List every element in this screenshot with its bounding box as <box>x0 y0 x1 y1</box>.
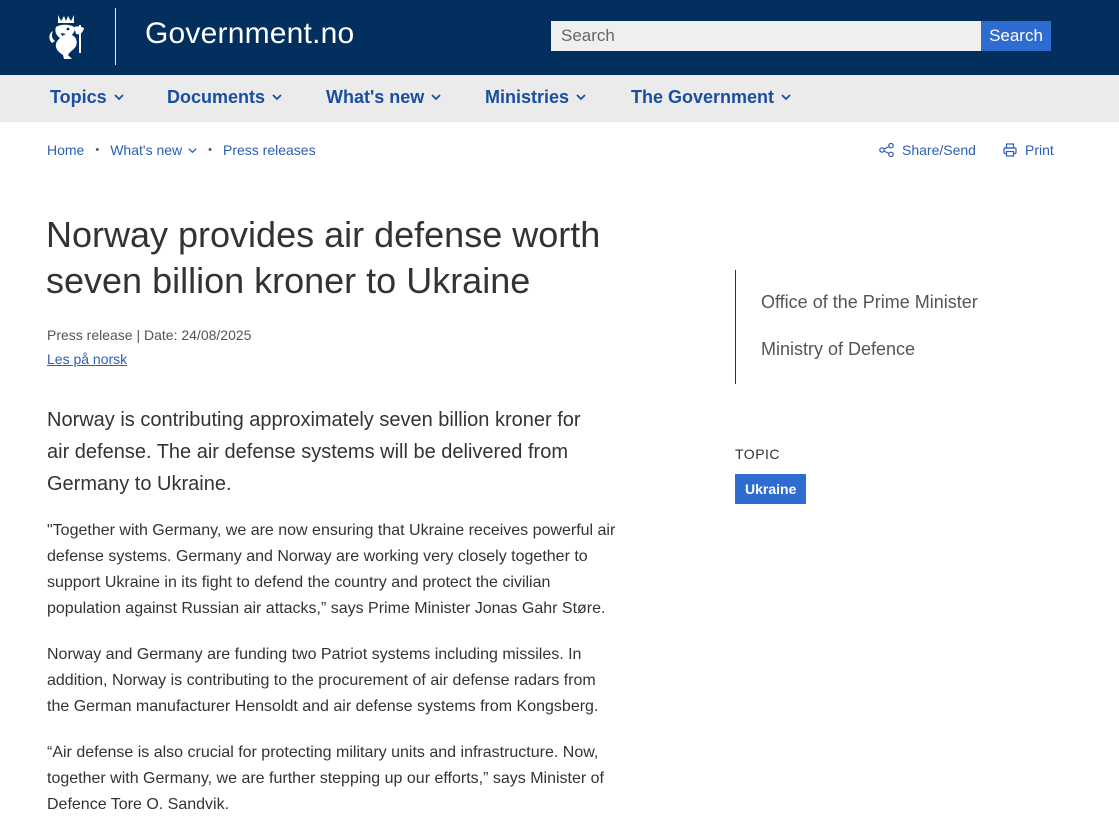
read-in-norwegian-link[interactable]: Les på norsk <box>47 351 128 367</box>
printer-icon <box>1003 143 1017 157</box>
print-label: Print <box>1025 142 1054 158</box>
owner-office-of-the-prime-minister[interactable]: Office of the Prime Minister <box>761 292 978 312</box>
responsible-ministries <box>735 270 1055 384</box>
nav-item-the-government[interactable] <box>631 87 791 108</box>
chevron-down-icon <box>431 92 441 102</box>
chevron-down-icon <box>272 92 282 102</box>
article-meta: Press release | Date: 24/08/2025 <box>47 327 252 343</box>
share-icon <box>879 143 894 157</box>
nav-item-label: Topics <box>50 87 107 107</box>
chevron-down-icon <box>188 146 197 155</box>
nav-item-label: Ministries <box>485 87 570 107</box>
breadcrumb-whats-new[interactable] <box>110 142 197 158</box>
topic-label: TOPIC <box>735 446 781 462</box>
chevron-down-icon <box>576 92 586 102</box>
breadcrumb-home[interactable]: Home <box>47 142 85 158</box>
breadcrumb-separator: • <box>208 144 212 156</box>
article-title: Norway provides air defense worth seven billion kroner to Ukraine <box>46 214 601 301</box>
nav-item-label: What's new <box>326 87 425 107</box>
search-input[interactable] <box>551 21 981 51</box>
nav-item-topics[interactable] <box>50 87 124 108</box>
nav-item-ministries[interactable] <box>485 87 586 108</box>
article-paragraph: "Together with Germany, we are now ensuring that Ukraine receives powerful air defense systems. Germany and Norway are working very closely together to support Ukraine in its fight to defend the country and protect the civilian population against Russian air attacks,” says Prime Minister Jonas Gahr Støre. <box>47 522 616 617</box>
breadcrumb <box>47 142 316 158</box>
print-button[interactable] <box>1003 142 1054 158</box>
norwegian-lion-coat-of-arms-icon[interactable] <box>46 13 86 61</box>
site-name-link[interactable]: Government.no <box>145 17 355 50</box>
main-navigation <box>0 75 1119 122</box>
article-lead: Norway is contributing approximately seven billion kroner for air defense. The air defense systems will be delivered from Germany to Ukraine. <box>47 409 581 495</box>
breadcrumb-whats-new-label: What's new <box>110 142 183 158</box>
chevron-down-icon <box>781 92 791 102</box>
nav-item-documents[interactable] <box>167 87 282 108</box>
article-paragraph: Norway and Germany are funding two Patriot systems including missiles. In addition, Norway is contributing to the procurement of air defense radars from the German manufacturer Hensoldt and air defense systems from Kongsberg. <box>47 646 599 715</box>
share-send-button[interactable] <box>879 142 976 158</box>
nav-item-label: The Government <box>631 87 775 107</box>
logo-divider <box>115 8 116 65</box>
breadcrumb-press-releases[interactable]: Press releases <box>223 142 316 158</box>
article-paragraph: “Air defense is also crucial for protecting military units and infrastructure. Now, together with Germany, we are further stepping up our efforts,” says Minister of Defence Tore O. Sandvik. <box>47 744 604 813</box>
owner-ministry-of-defence[interactable]: Ministry of Defence <box>761 339 916 359</box>
search-button[interactable]: Search <box>981 21 1051 51</box>
share-send-label: Share/Send <box>902 142 976 158</box>
chevron-down-icon <box>114 92 124 102</box>
breadcrumb-separator: • <box>95 144 100 156</box>
site-header <box>0 0 1119 75</box>
nav-item-whats-new[interactable] <box>326 87 441 108</box>
nav-item-label: Documents <box>167 87 266 107</box>
topic-tag-ukraine[interactable]: Ukraine <box>735 474 806 504</box>
